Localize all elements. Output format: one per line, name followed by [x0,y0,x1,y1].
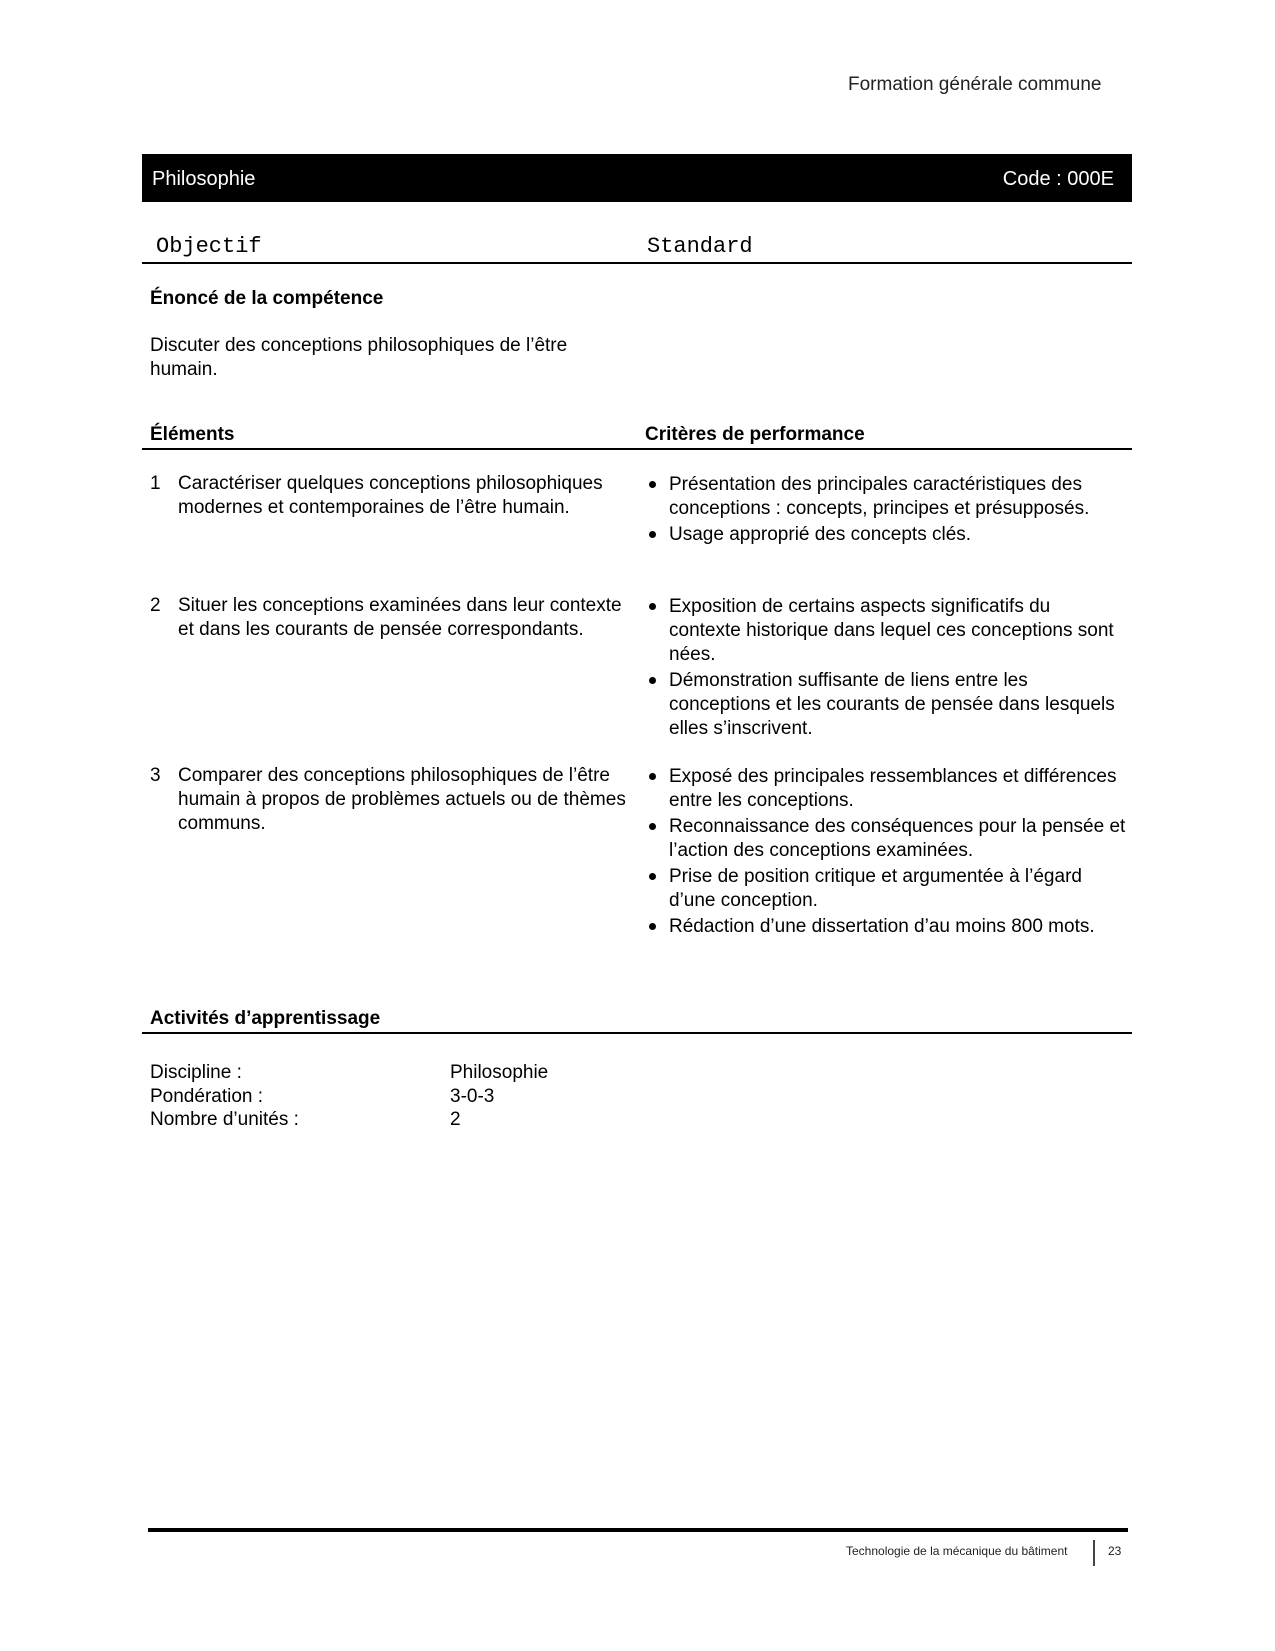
element-text: Caractériser quelques conceptions philosophiques modernes et contemporaines de l’être humain. [178,473,603,518]
criterion: Exposé des principales ressemblances et différences entre les conceptions. [647,765,1127,813]
discipline-label: Discipline : [150,1062,242,1083]
column-objectif: Objectif [156,234,262,259]
page-number: 23 [1108,1544,1122,1558]
element-item [150,472,640,520]
criteria-list [647,473,1127,549]
course-name: Philosophie [152,168,256,190]
criterion: Démonstration suffisante de liens entre les conceptions et les courants de pensée dans lesquels elles s’inscrivent. [647,669,1127,741]
units-value: 2 [450,1109,461,1130]
course-title-bar [142,154,1132,202]
footer-separator [1093,1540,1095,1566]
column-standard: Standard [647,234,753,259]
divider [142,262,1132,264]
activities-heading: Activités d’apprentissage [150,1008,381,1029]
course-code: Code : 000E [1002,168,1114,190]
footer-program: Technologie de la mécanique du bâtiment [846,1544,1068,1558]
criterion: Reconnaissance des conséquences pour la pensée et l’action des conceptions examinées. [647,815,1127,863]
element-item [150,594,640,642]
elements-heading: Éléments [150,424,235,445]
statement-heading: Énoncé de la compétence [150,288,384,309]
criteria-list [647,595,1127,743]
element-text: Situer les conceptions examinées dans leur contexte et dans les courants de pensée correspondants. [178,595,622,640]
element-number: 2 [150,595,161,616]
criterion: Présentation des principales caractéristiques des conceptions : concepts, principes et présupposés. [647,473,1127,521]
element-number: 3 [150,765,161,786]
divider [142,1032,1132,1034]
criterion: Prise de position critique et argumentée à l’égard d’une conception. [647,865,1127,913]
header-right-title: Formation générale commune [848,74,1102,95]
divider [142,448,1132,450]
statement-text: Discuter des conceptions philosophiques de l’être humain. [150,335,568,380]
ponderation-label: Pondération : [150,1086,264,1107]
criterion: Exposition de certains aspects significatifs du contexte historique dans lequel ces conceptions sont nées. [647,595,1127,667]
criteria-list [647,765,1127,941]
ponderation-value: 3-0-3 [450,1086,495,1107]
criteria-heading: Critères de performance [645,424,865,445]
criterion: Usage approprié des concepts clés. [647,523,1127,547]
element-text: Comparer des conceptions philosophiques de l’être humain à propos de problèmes actuels ou de thèmes communs. [178,765,626,834]
discipline-value: Philosophie [450,1062,549,1083]
units-label: Nombre d’unités : [150,1109,299,1130]
criterion: Rédaction d’une dissertation d’au moins 800 mots. [647,915,1127,939]
element-number: 1 [150,473,161,494]
footer-rule [148,1528,1128,1532]
element-item [150,764,640,836]
